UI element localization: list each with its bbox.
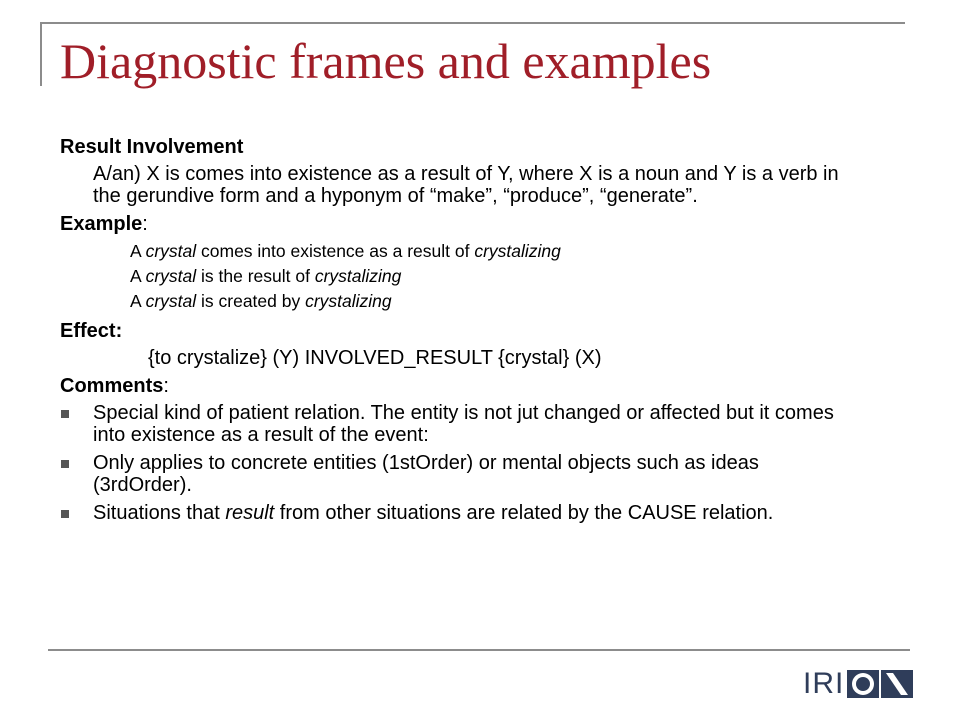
example-emphasis: crystal [145, 266, 197, 286]
example-emphasis: crystalizing [314, 266, 402, 286]
example-emphasis: crystalizing [474, 241, 561, 261]
list-item-text: Only applies to concrete entities (1stOrder) or mental objects such as ideas (3rdOrder). [93, 452, 759, 496]
bottom-rule [48, 649, 910, 651]
effect-heading: Effect: [60, 320, 123, 342]
comments-heading-label: Comments [60, 375, 164, 397]
comments-heading [60, 375, 850, 397]
irion-logo [803, 667, 913, 700]
example-heading-label: Example [60, 213, 143, 235]
list-item [60, 502, 850, 524]
example-text: is created by [196, 291, 306, 311]
square-bullet-icon [61, 510, 69, 518]
square-bullet-icon [61, 460, 69, 468]
example-emphasis: crystal [145, 241, 197, 261]
logo-o-mark-icon [847, 670, 879, 698]
list-item-emphasis: result [225, 502, 275, 524]
example-line [130, 240, 850, 262]
logo-n-mark-icon [881, 670, 913, 698]
example-heading-colon: : [142, 213, 148, 235]
logo-text: IRI [803, 667, 845, 700]
list-item-text: from other situations are related by the CAUSE relation. [274, 502, 774, 524]
example-heading [60, 213, 850, 235]
list-item-text: Special kind of patient relation. The entity is not jut changed or affected but it comes into existence as a result of the event: [93, 402, 834, 446]
result-involvement-definition: A/an) X is comes into existence as a result of Y, where X is a noun and Y is a verb in the gerundive form and a hyponym of “make”, “produce”, “generate”. [93, 163, 839, 207]
comments-list [60, 402, 850, 524]
example-text: is the result of [196, 266, 315, 286]
example-text: comes into existence as a result of [196, 241, 475, 261]
slide-body [60, 136, 850, 530]
example-line [130, 265, 850, 287]
example-emphasis: crystalizing [305, 291, 392, 311]
effect-formula: {to crystalize} (Y) INVOLVED_RESULT {crystal} (X) [148, 347, 602, 369]
comments-heading-colon: : [163, 375, 169, 397]
slide-title: Diagnostic frames and examples [60, 33, 712, 89]
example-line [130, 290, 850, 312]
square-bullet-icon [61, 410, 69, 418]
example-emphasis: crystal [145, 291, 197, 311]
example-text: A [130, 266, 146, 286]
list-item [60, 402, 850, 446]
example-text: A [130, 291, 146, 311]
left-rule [40, 22, 42, 86]
top-rule [40, 22, 905, 24]
result-involvement-heading: Result Involvement [60, 136, 244, 158]
list-item [60, 452, 850, 496]
example-text: A [130, 241, 146, 261]
list-item-text: Situations that [93, 502, 226, 524]
